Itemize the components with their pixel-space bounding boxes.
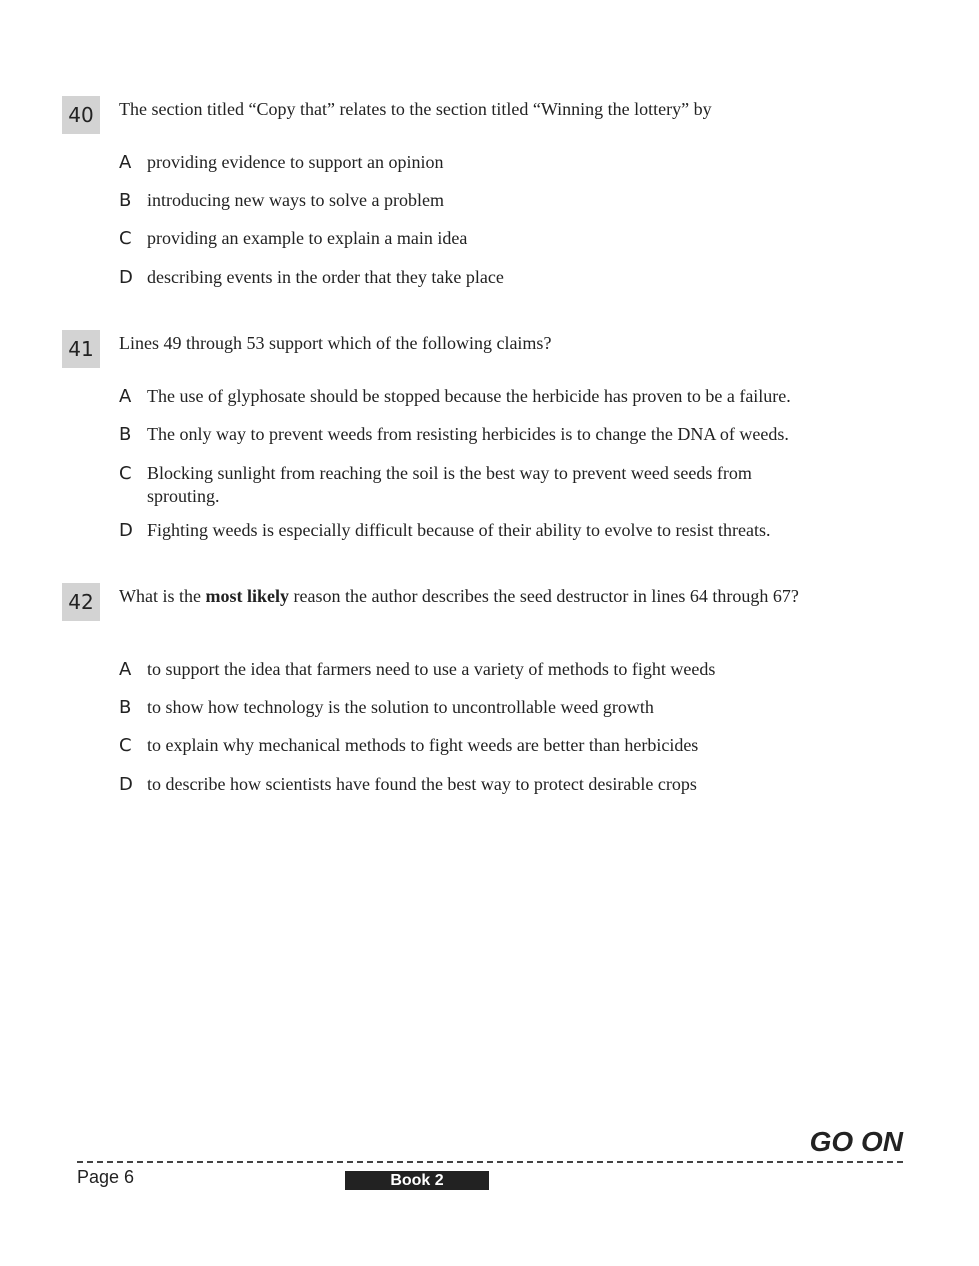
option-text: to describe how scientists have found the best way to protect desirable crops — [147, 774, 697, 794]
option-text: introducing new ways to solve a problem — [147, 190, 444, 210]
option-text: describing events in the order that they take place — [147, 267, 504, 287]
answer-option-a[interactable] — [119, 385, 899, 408]
question-number: 40 — [62, 96, 100, 134]
footer-divider — [77, 1161, 903, 1163]
option-text: to explain why mechanical methods to fight weeds are better than herbicides — [147, 735, 699, 755]
option-text: The only way to prevent weeds from resisting herbicides is to change the DNA of weeds. — [147, 424, 789, 444]
option-text: to support the idea that farmers need to use a variety of methods to fight weeds — [147, 659, 716, 679]
option-text: providing evidence to support an opinion — [147, 152, 444, 172]
question-stem: The section titled “Copy that” relates to the section titled “Winning the lottery” by — [119, 99, 712, 119]
answer-option-b[interactable] — [119, 696, 899, 719]
option-text: providing an example to explain a main idea — [147, 228, 468, 248]
question-number: 41 — [62, 330, 100, 368]
page-number: Page 6 — [77, 1167, 135, 1187]
answer-option-d[interactable] — [119, 773, 899, 796]
stem-text-post: reason the author describes the seed destructor in lines 64 through 67? — [288, 586, 799, 606]
answer-option-c[interactable] — [119, 462, 784, 508]
answer-option-c[interactable] — [119, 227, 899, 250]
option-letter: B — [119, 424, 132, 445]
option-text: The use of glyphosate should be stopped because the herbicide has proven to be a failure. — [147, 386, 791, 406]
option-letter: D — [119, 520, 133, 541]
book-label: Book 2 — [345, 1171, 489, 1190]
question-stem: Lines 49 through 53 support which of the following claims? — [119, 333, 552, 353]
option-letter: D — [119, 774, 133, 795]
option-letter: D — [119, 267, 133, 288]
option-text: to show how technology is the solution to uncontrollable weed growth — [147, 697, 654, 717]
option-letter: C — [119, 463, 132, 484]
answer-option-b[interactable] — [119, 189, 899, 212]
question-number: 42 — [62, 583, 100, 621]
question-stem — [119, 585, 809, 608]
option-letter: C — [119, 735, 132, 756]
option-text: Blocking sunlight from reaching the soil is the best way to prevent weed seeds from sprouting. — [147, 463, 752, 506]
stem-text-pre: What is the — [119, 586, 206, 606]
option-letter: B — [119, 697, 132, 718]
go-on-label: GO ON — [809, 1126, 903, 1157]
stem-emphasis: most likely — [205, 586, 289, 606]
answer-option-a[interactable] — [119, 658, 899, 681]
option-letter: A — [119, 152, 132, 173]
option-letter: C — [119, 228, 132, 249]
answer-option-c[interactable] — [119, 734, 899, 757]
answer-option-d[interactable] — [119, 519, 899, 542]
option-letter: B — [119, 190, 132, 211]
answer-option-d[interactable] — [119, 266, 899, 289]
option-letter: A — [119, 386, 132, 407]
answer-option-a[interactable] — [119, 151, 899, 174]
option-letter: A — [119, 659, 132, 680]
answer-option-b[interactable] — [119, 423, 899, 446]
option-text: Fighting weeds is especially difficult because of their ability to evolve to resist threats. — [147, 520, 771, 540]
